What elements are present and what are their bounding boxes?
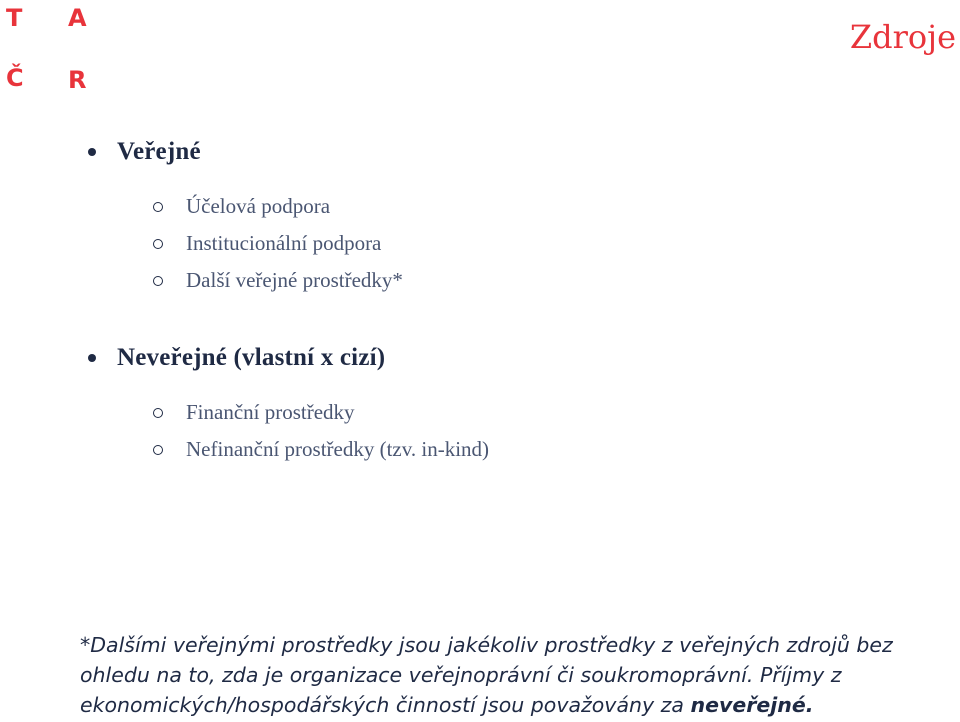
footnote-text: *Dalšími veřejnými prostředky jsou jakékoliv prostředky z veřejných zdrojů bez ohledu na to, zda je organizace veřejnoprávní či soukromoprávní. Příjmy z ekonomických/hospodářských činností jsou považovány za: [80, 633, 893, 717]
circle-bullet-icon: [153, 276, 163, 286]
list-item: [153, 262, 403, 299]
list-item: [88, 132, 403, 172]
list-item-label: Nefinanční prostředky (tzv. in-kind): [186, 437, 490, 461]
circle-bullet-icon: [153, 202, 163, 212]
list-item: [153, 188, 403, 225]
section-public: [88, 132, 403, 299]
list-item: [153, 394, 489, 431]
section-label: Neveřejné (vlastní x cizí): [117, 344, 386, 371]
circle-bullet-icon: [153, 239, 163, 249]
sub-list: [153, 188, 403, 299]
list-item: [88, 338, 489, 378]
circle-bullet-icon: [153, 408, 163, 418]
list-item-label: Další veřejné prostředky*: [186, 268, 403, 292]
sub-list: [153, 394, 489, 468]
section-label: Veřejné: [117, 138, 201, 165]
logo-letter-c: Č: [6, 64, 24, 92]
bullet-icon: [88, 148, 96, 156]
list-item-label: Institucionální podpora: [186, 231, 382, 255]
page-title: Zdroje: [849, 18, 956, 56]
tacr-logo: [6, 4, 96, 94]
bullet-icon: [88, 354, 96, 362]
logo-letter-a: A: [68, 4, 87, 32]
section-nonpublic: [88, 338, 489, 468]
footnote-emphasis: neveřejné.: [690, 693, 814, 717]
circle-bullet-icon: [153, 445, 163, 455]
list-item: [153, 431, 489, 468]
logo-letter-t: T: [6, 4, 23, 32]
list-item: [153, 225, 403, 262]
footnote: [80, 630, 950, 720]
logo-letter-r: R: [68, 66, 87, 94]
list-item-label: Účelová podpora: [186, 194, 331, 218]
list-item-label: Finanční prostředky: [186, 400, 355, 424]
